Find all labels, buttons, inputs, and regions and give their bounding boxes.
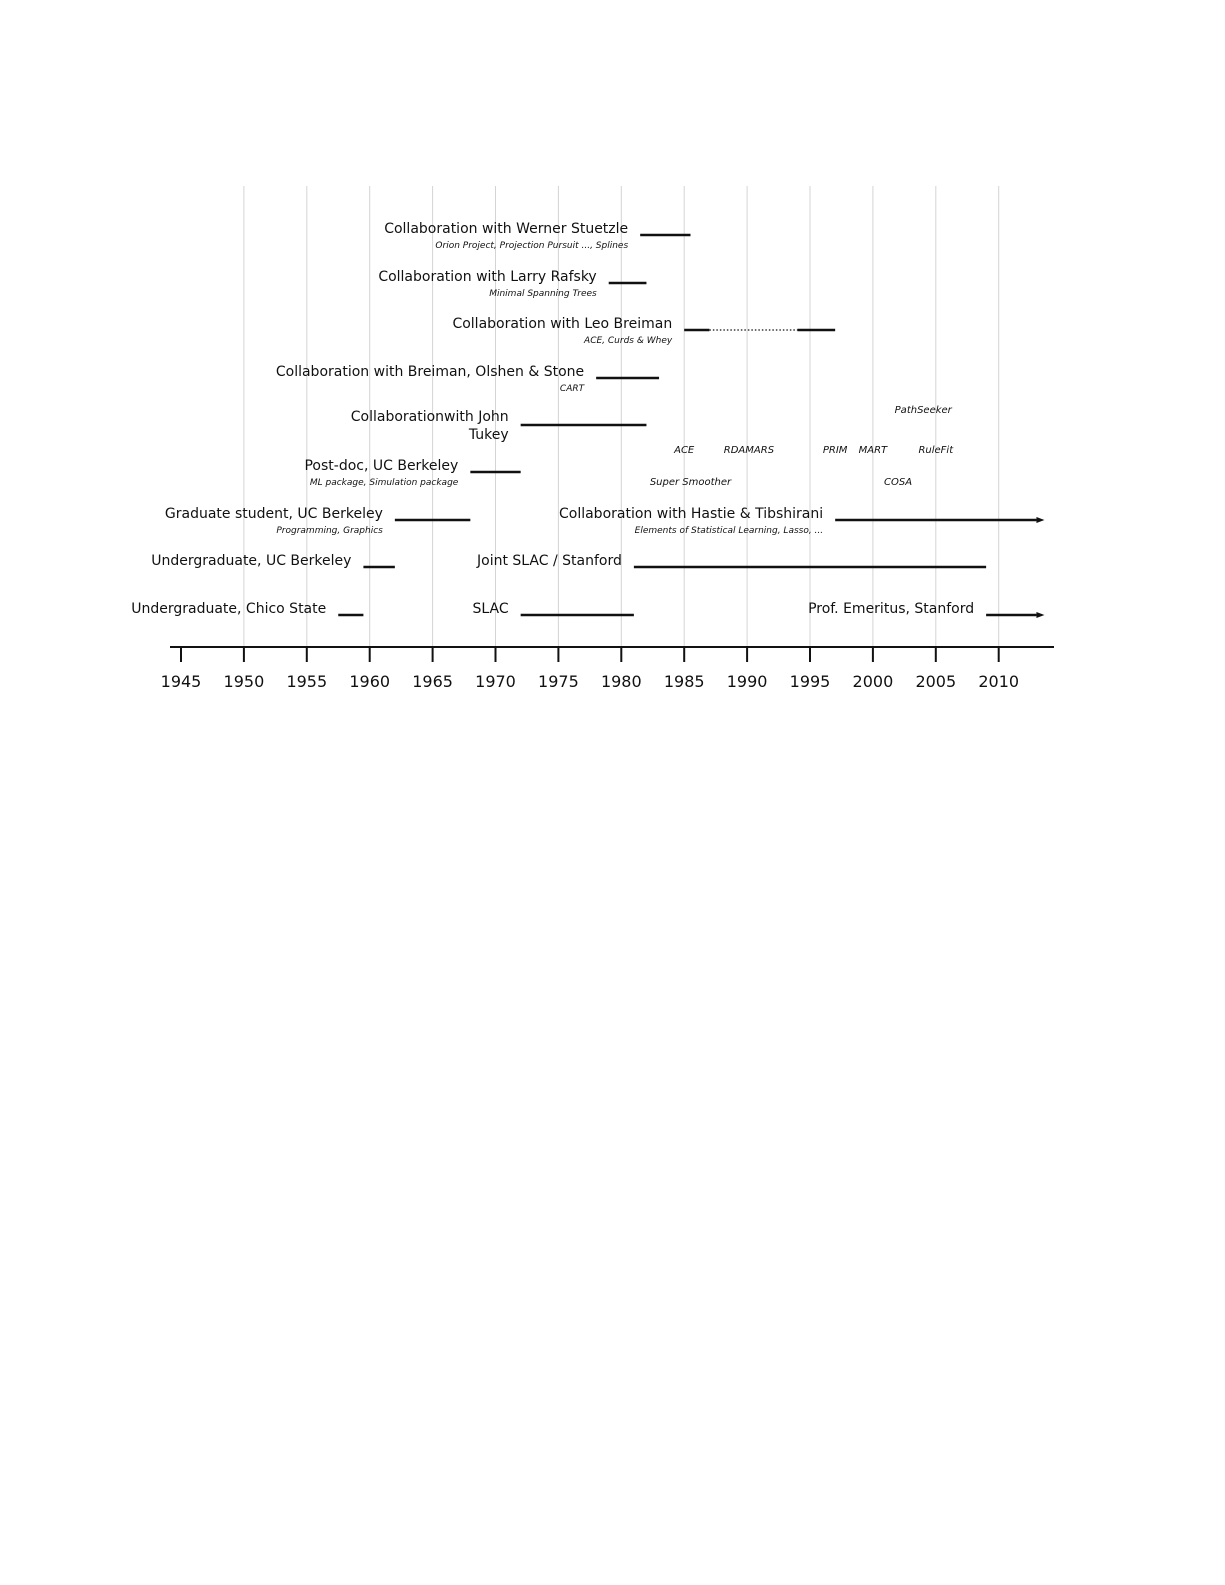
label-collaboration-with-breiman-olshen-stone: Collaboration with Breiman, Olshen & Stone	[275, 364, 585, 380]
bar-prof-emeritus-stanford-arrow	[1036, 612, 1044, 618]
label-undergraduate-chico-state: Undergraduate, Chico State	[131, 601, 327, 617]
method-mart: MART	[858, 445, 888, 456]
bar-group	[338, 235, 1044, 618]
sublabel-collaboration-with-breiman-olshen-stone: CART	[559, 384, 585, 394]
x-tick-label-1975: 1975	[538, 672, 579, 691]
x-tick-label-1965: 1965	[412, 672, 453, 691]
label-collaborationwith-john-line2: Tukey	[468, 427, 509, 443]
x-tick-label-2005: 2005	[915, 672, 957, 691]
x-tick-label-1955: 1955	[286, 672, 328, 691]
label-prof-emeritus-stanford: Prof. Emeritus, Stanford	[808, 601, 975, 617]
method-group	[650, 405, 954, 488]
sublabel-graduate-student-uc-berkeley: Programming, Graphics	[276, 526, 383, 536]
method-ace: ACE	[674, 445, 695, 456]
x-tick-label-1980: 1980	[600, 672, 642, 691]
sublabel-collaboration-with-werner-stuetzle: Orion Project, Projection Pursuit ..., Splines	[435, 241, 629, 251]
x-tick-label-2010: 2010	[978, 672, 1020, 691]
method-cosa: COSA	[884, 477, 913, 488]
x-tick-label-1985: 1985	[663, 672, 705, 691]
label-collaboration-with-larry-rafsky: Collaboration with Larry Rafsky	[378, 269, 597, 285]
label-undergraduate-uc-berkeley: Undergraduate, UC Berkeley	[151, 553, 352, 569]
x-tick-label-1960: 1960	[349, 672, 391, 691]
method-rulefit: RuleFit	[918, 445, 954, 456]
method-pathseeker: PathSeeker	[894, 405, 952, 416]
label-collaboration-with-werner-stuetzle: Collaboration with Werner Stuetzle	[384, 221, 629, 237]
method-mars: MARS	[745, 445, 775, 456]
label-graduate-student-uc-berkeley: Graduate student, UC Berkeley	[164, 506, 383, 522]
method-super-smoother: Super Smoother	[649, 477, 732, 488]
x-tick-label-1945: 1945	[160, 672, 202, 691]
label-collaboration-with-hastie-tibshirani: Collaboration with Hastie & Tibshirani	[558, 506, 824, 522]
x-tick-label-1970: 1970	[475, 672, 516, 691]
label-slac: SLAC	[472, 601, 509, 617]
x-axis	[161, 647, 1054, 691]
sublabel-collaboration-with-larry-rafsky: Minimal Spanning Trees	[489, 289, 597, 299]
label-post-doc-uc-berkeley: Post-doc, UC Berkeley	[304, 458, 459, 474]
method-rda: RDA	[723, 445, 746, 456]
bar-collaboration-with-hastie-tibshirani-arrow	[1036, 517, 1044, 523]
label-joint-slac-stanford: Joint SLAC / Stanford	[477, 553, 622, 569]
label-collaboration-with-leo-breiman: Collaboration with Leo Breiman	[452, 316, 673, 332]
label-collaborationwith-john: Collaborationwith John	[350, 409, 509, 425]
sublabel-collaboration-with-leo-breiman: ACE, Curds & Whey	[584, 336, 673, 346]
label-group	[131, 221, 974, 617]
sublabel-post-doc-uc-berkeley: ML package, Simulation package	[309, 478, 459, 488]
method-prim: PRIM	[822, 445, 848, 456]
x-tick-label-1950: 1950	[223, 672, 265, 691]
x-tick-label-1995: 1995	[789, 672, 831, 691]
x-tick-label-2000: 2000	[852, 672, 894, 691]
sublabel-collaboration-with-hastie-tibshirani: Elements of Statistical Learning, Lasso, ...	[634, 526, 824, 536]
x-tick-label-1990: 1990	[726, 672, 768, 691]
